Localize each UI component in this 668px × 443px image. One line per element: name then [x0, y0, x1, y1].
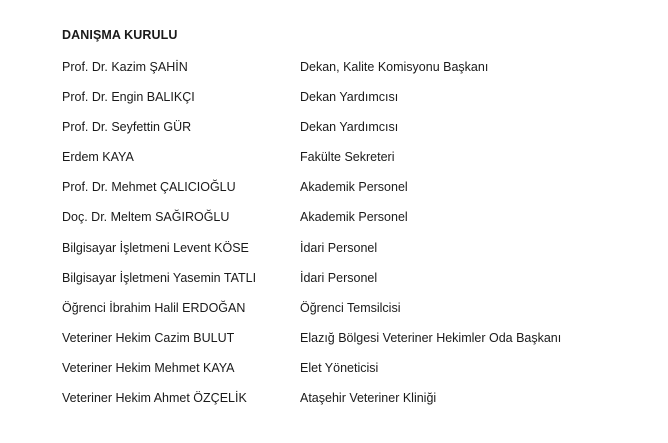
member-role: Dekan Yardımcısı [300, 120, 399, 135]
member-row [62, 57, 652, 87]
member-name: Veteriner Hekim Cazim BULUT [62, 330, 235, 345]
member-name: Veteriner Hekim Mehmet KAYA [62, 360, 235, 375]
member-name: Doç. Dr. Meltem SAĞIROĞLU [62, 210, 230, 225]
member-role: İdari Personel [300, 240, 378, 255]
member-name: Erdem KAYA [62, 150, 134, 165]
member-name: Bilgisayar İşletmeni Levent KÖSE [62, 240, 249, 255]
member-row [62, 117, 652, 147]
member-role: Elet Yöneticisi [300, 360, 379, 375]
member-row [62, 358, 652, 388]
member-name: Prof. Dr. Seyfettin GÜR [62, 120, 192, 135]
member-name: Bilgisayar İşletmeni Yasemin TATLI [62, 270, 257, 285]
member-row [62, 238, 652, 268]
member-row [62, 207, 652, 237]
member-name: Prof. Dr. Engin BALIKÇI [62, 90, 195, 105]
member-row [62, 328, 652, 358]
member-role: Dekan Yardımcısı [300, 90, 399, 105]
member-role: Akademik Personel [300, 210, 408, 225]
member-row [62, 177, 652, 207]
member-name: Prof. Dr. Mehmet ÇALICIOĞLU [62, 180, 236, 195]
member-row [62, 388, 652, 418]
member-role: Elazığ Bölgesi Veteriner Hekimler Oda Başkanı [300, 330, 562, 345]
member-list [62, 57, 652, 418]
member-name: Prof. Dr. Kazim ŞAHİN [62, 60, 188, 74]
member-row [62, 298, 652, 328]
member-row [62, 87, 652, 117]
member-name: Veteriner Hekim Ahmet ÖZÇELİK [62, 391, 247, 406]
member-role: Ataşehir Veteriner Kliniği [300, 391, 437, 406]
member-role: İdari Personel [300, 270, 378, 285]
member-role: Fakülte Sekreteri [300, 150, 395, 165]
member-name: Öğrenci İbrahim Halil ERDOĞAN [62, 300, 246, 315]
member-role: Dekan, Kalite Komisyonu Başkanı [300, 60, 489, 74]
member-role: Öğrenci Temsilcisi [300, 300, 401, 315]
member-role: Akademik Personel [300, 180, 408, 195]
member-row [62, 147, 652, 177]
section-heading: DANIŞMA KURULU [62, 28, 178, 42]
member-row [62, 268, 652, 298]
